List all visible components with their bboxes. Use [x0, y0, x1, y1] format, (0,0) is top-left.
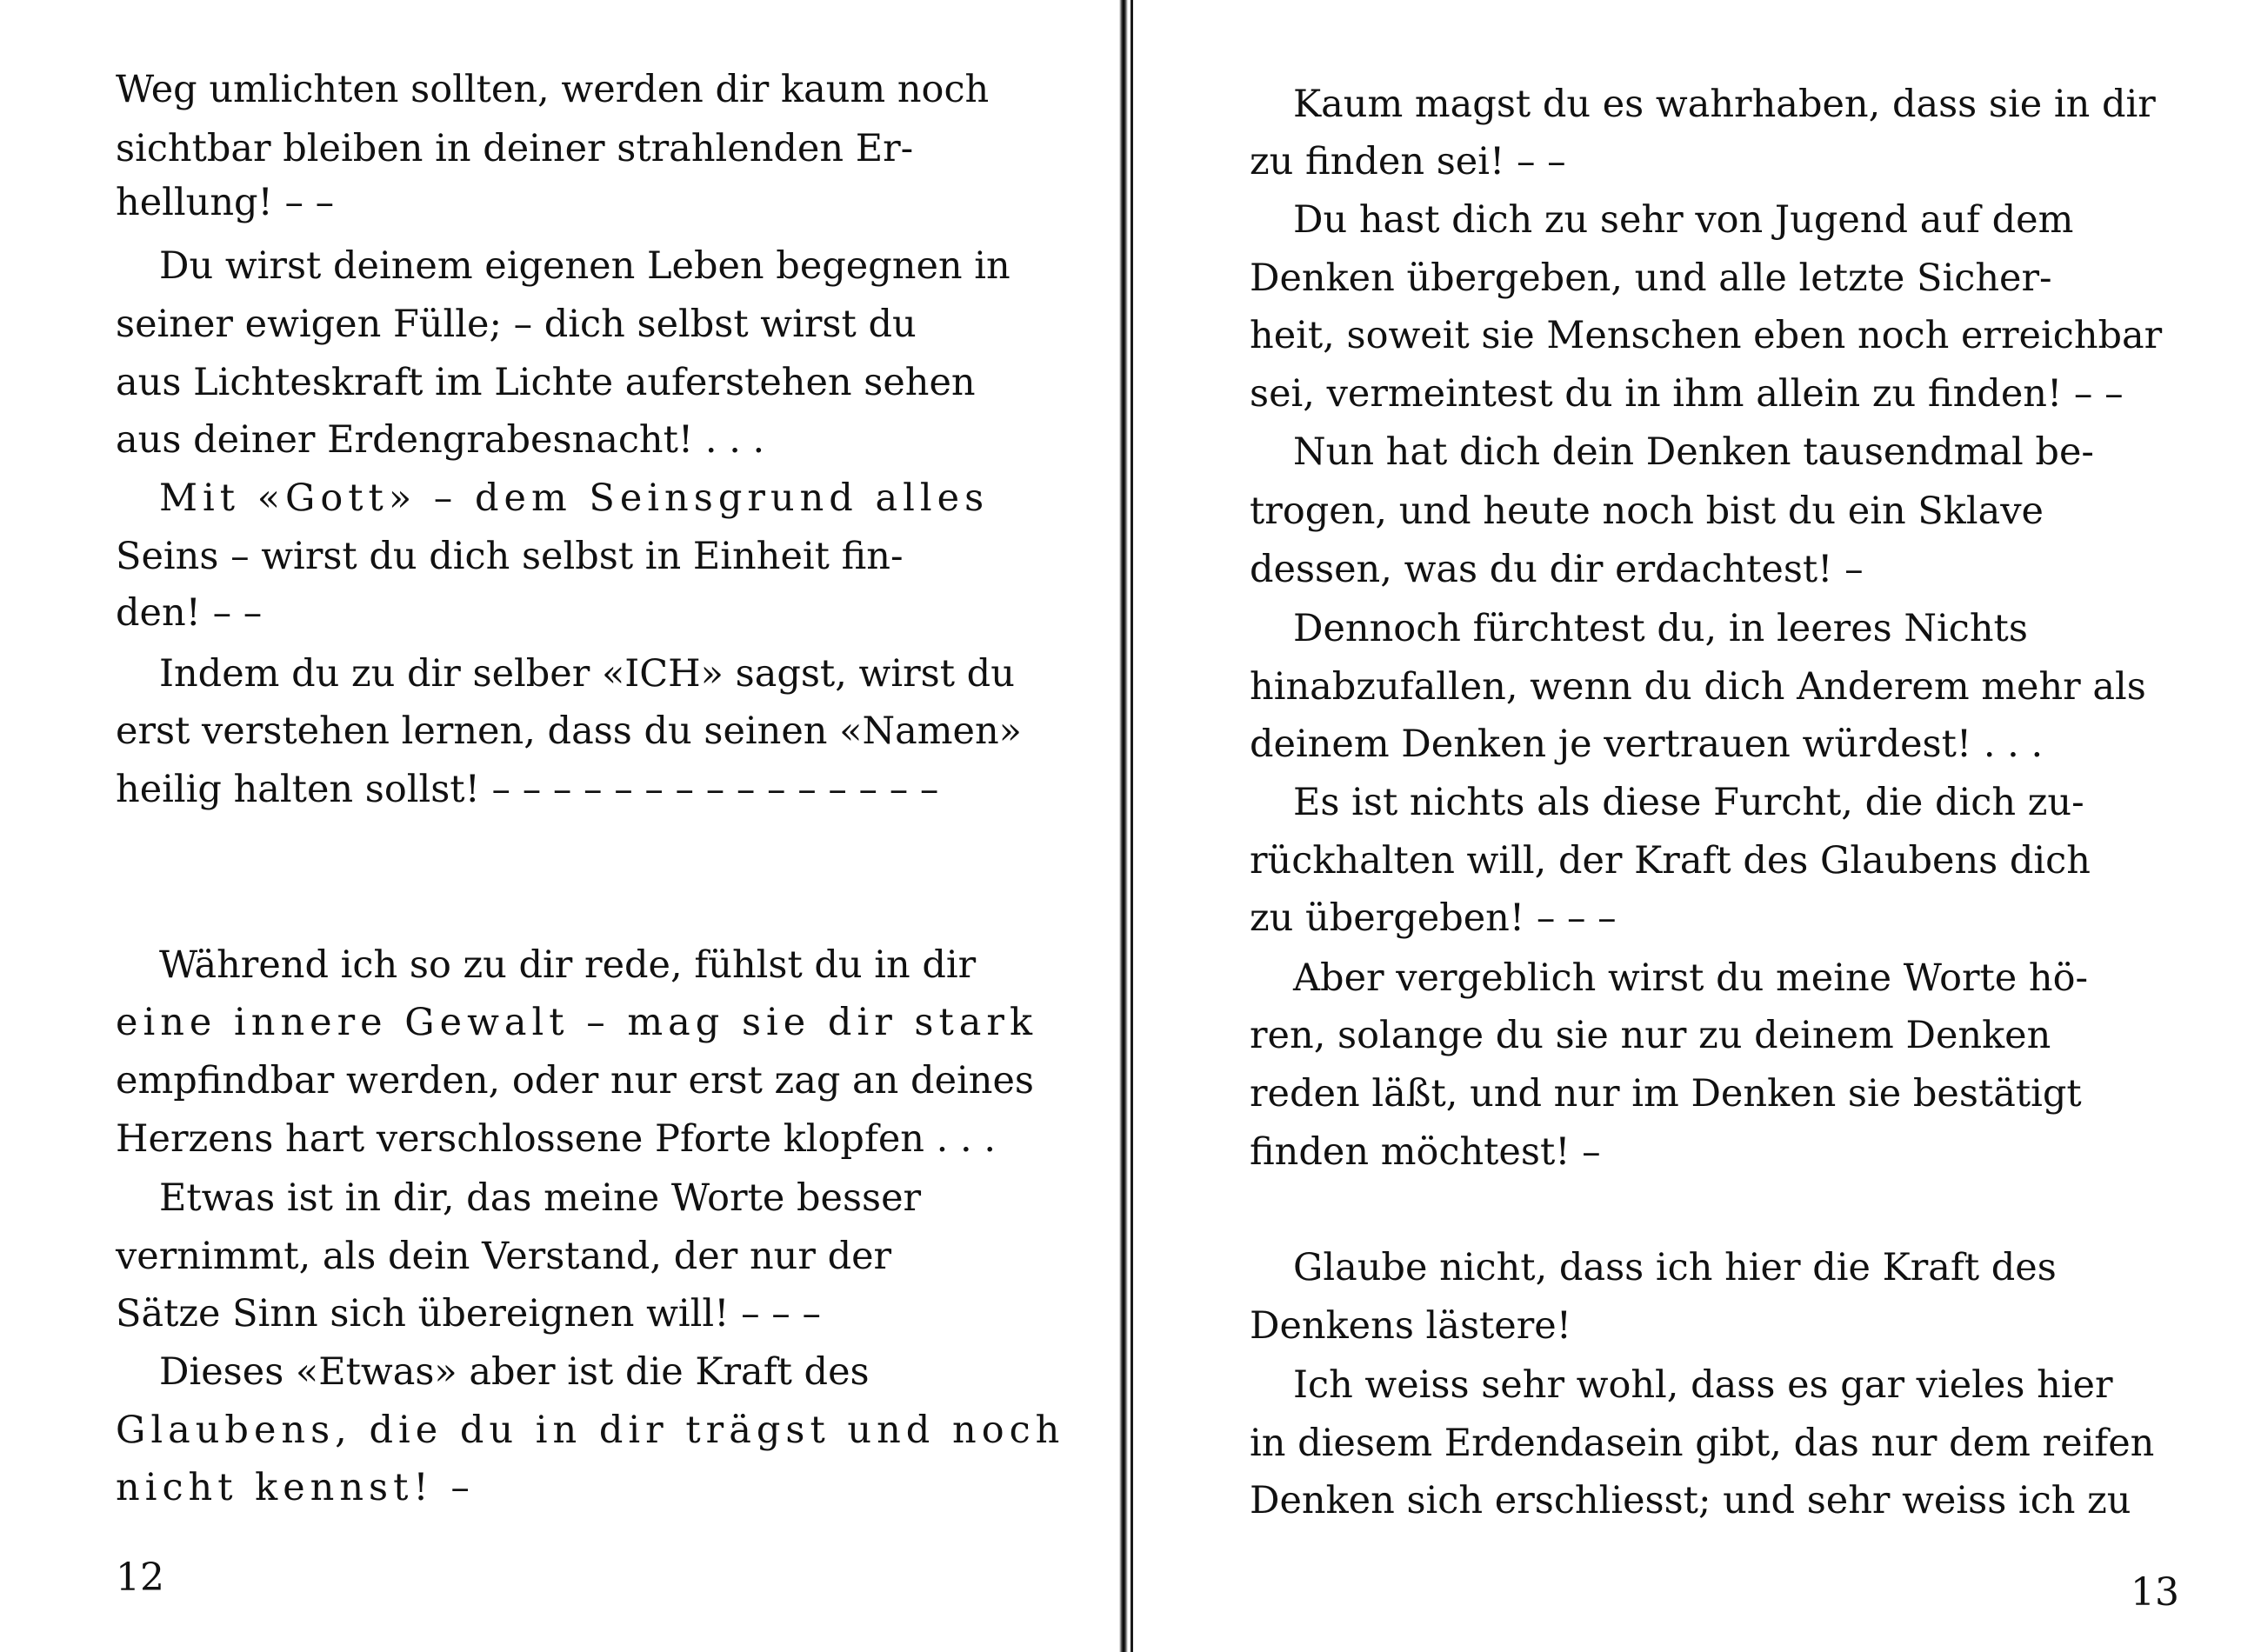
- left-page: [0, 0, 1122, 1652]
- text-line: Indem du zu dir selber «ICH» sagst, wirst du: [159, 652, 1015, 696]
- text-line: Es ist nichts als diese Furcht, die dich zu-: [1293, 781, 2084, 824]
- text-line: Dennoch fürchtest du, in leeres Nichts: [1293, 607, 2028, 650]
- text-line: empfindbar werden, oder nur erst zag an deines: [116, 1059, 1034, 1102]
- text-line: deinem Denken je vertrauen würdest! . . .: [1250, 723, 2044, 766]
- text-line: den! – –: [116, 591, 263, 635]
- text-line: Denken übergeben, und alle letzte Sicher-: [1250, 256, 2052, 300]
- text-line: Glaubens, die du in dir trägst und noch: [116, 1409, 1065, 1452]
- text-line: dessen, was du dir erdachtest! –: [1250, 548, 1864, 591]
- text-line: erst verstehen lernen, dass du seinen «Namen»: [116, 709, 1022, 753]
- text-line: reden läßt, und nur im Denken sie bestätigt: [1250, 1072, 2082, 1116]
- text-line: Denken sich erschliesst; und sehr weiss ich zu: [1250, 1479, 2131, 1522]
- text-line: hellung! – –: [116, 181, 335, 224]
- text-line: finden möchtest! –: [1250, 1130, 1601, 1174]
- text-line: hinabzufallen, wenn du dich Anderem mehr als: [1250, 665, 2146, 709]
- text-line: Dieses «Etwas» aber ist die Kraft des: [159, 1350, 870, 1394]
- text-line: heit, soweit sie Menschen eben noch erreichbar: [1250, 314, 2163, 357]
- text-line: Etwas ist in dir, das meine Worte besser: [159, 1176, 922, 1220]
- text-line: Während ich so zu dir rede, fühlst du in dir: [159, 943, 977, 987]
- page-number: 12: [116, 1555, 164, 1600]
- text-line: Ich weiss sehr wohl, dass es gar vieles hier: [1293, 1363, 2113, 1407]
- text-line: rückhalten will, der Kraft des Glaubens dich: [1250, 839, 2091, 883]
- text-line: Denkens lästere!: [1250, 1304, 1572, 1348]
- text-line: Kaum magst du es wahrhaben, dass sie in dir: [1293, 83, 2156, 126]
- text-line: seiner ewigen Fülle; – dich selbst wirst du: [116, 303, 917, 346]
- text-line: Aber vergeblich wirst du meine Worte hö-: [1293, 956, 2089, 1000]
- text-line: Glaube nicht, dass ich hier die Kraft des: [1293, 1246, 2057, 1289]
- text-line: ren, solange du sie nur zu deinem Denken: [1250, 1014, 2051, 1057]
- text-line: sichtbar bleiben in deiner strahlenden Er-: [116, 127, 914, 170]
- right-page: [1130, 0, 2261, 1652]
- text-line: vernimmt, als dein Verstand, der nur der: [116, 1235, 892, 1278]
- text-line: Herzens hart verschlossene Pforte klopfen . . .: [116, 1117, 997, 1161]
- text-line: eine innere Gewalt – mag sie dir stark: [116, 1001, 1038, 1044]
- book-gutter: [1119, 0, 1128, 1652]
- text-line: zu finden sei! – –: [1250, 140, 1566, 183]
- text-line: zu übergeben! – – –: [1250, 896, 1617, 940]
- text-line: aus deiner Erdengrabesnacht! . . .: [116, 418, 765, 462]
- text-line: Weg umlichten sollten, werden dir kaum noch: [116, 68, 990, 111]
- text-line: sei, vermeintest du in ihm allein zu finden! – –: [1250, 372, 2124, 416]
- text-line: Du hast dich zu sehr von Jugend auf dem: [1293, 198, 2074, 242]
- page-number: 13: [2131, 1570, 2179, 1615]
- text-line: Mit «Gott» – dem Seinsgrund alles: [159, 476, 990, 520]
- text-line: Du wirst deinem eigenen Leben begegnen in: [159, 244, 1010, 288]
- text-line: in diesem Erdendasein gibt, das nur dem reifen: [1250, 1422, 2155, 1465]
- text-line: Seins – wirst du dich selbst in Einheit fin-: [116, 535, 904, 578]
- text-line: aus Lichteskraft im Lichte auferstehen sehen: [116, 361, 976, 404]
- text-line: Sätze Sinn sich übereignen will! – – –: [116, 1292, 821, 1336]
- text-line: Nun hat dich dein Denken tausendmal be-: [1293, 430, 2094, 474]
- text-line: heilig halten sollst! – – – – – – – – – – – – – – –: [116, 768, 939, 811]
- text-line: trogen, und heute noch bist du ein Sklave: [1250, 490, 2044, 533]
- text-line: nicht kennst! –: [116, 1466, 475, 1509]
